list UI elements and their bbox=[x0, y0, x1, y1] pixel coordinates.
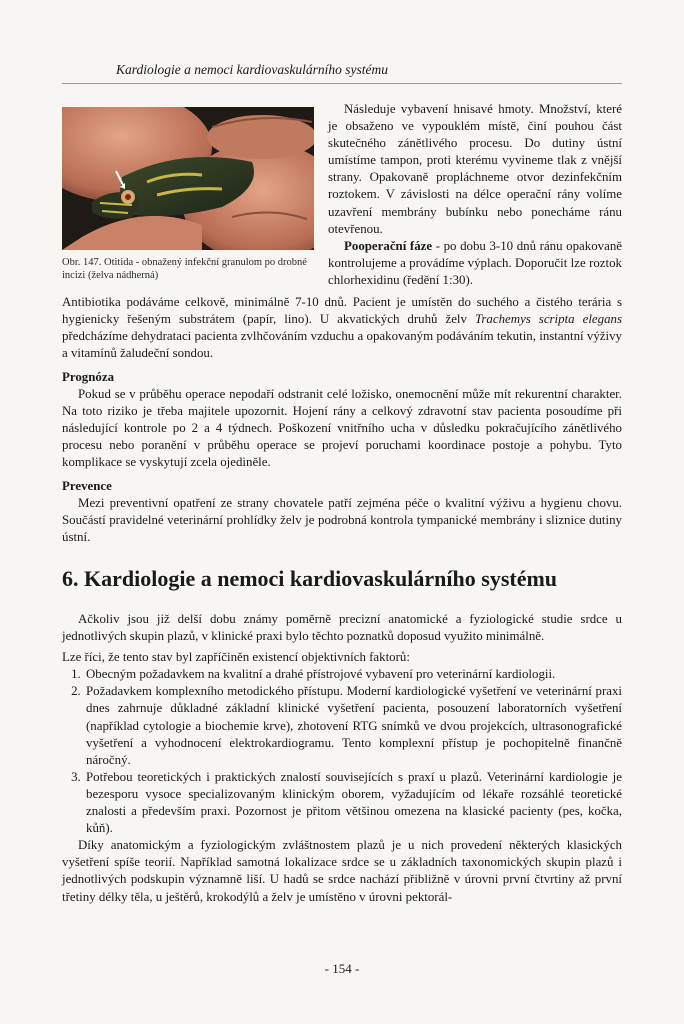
right-column-text bbox=[328, 101, 622, 289]
list-item: 1. Obecným požadavkem na kvalitní a drahé přístrojové vybavení pro veterinární kardiologii. bbox=[84, 666, 622, 683]
prevence-section bbox=[62, 478, 622, 546]
paragraph: Díky anatomickým a fyziologickým zvláštnostem plazů je u nich provedení některých klasických vyšetření spíše teorií. Například samotná lokalizace srdce se u základních taxonomických skupin plazů i jednotlivých podskupin významně liší. U hadů se srdce nachází přibližně v úrovni první čtvrtiny až první třetiny délky těla, u ještěrů, krokodýlů a želv je umístěno v úrovni pektorál- bbox=[62, 838, 622, 904]
continuation-paragraph bbox=[62, 294, 622, 362]
chapter-body bbox=[62, 611, 622, 906]
chapter-title: 6. Kardiologie a nemoci kardiovaskulárního systému bbox=[62, 566, 558, 591]
factor-list bbox=[62, 666, 622, 837]
list-item: 3. Potřebou teoretických i praktických znalostí souvisejících s praxí u plazů. Veterinární kardiologie je bezesporu vysoce specializovaným klinickým oborem, vyžadujícím od lékaře rozsáhlé teoretické znalosti a především praxi. Pozornost je přitom většinou omezena na klasické pacienty (pes, kočka, kůň). bbox=[84, 769, 622, 837]
figure-caption: Obr. 147. Otitida - obnažený infekční granulom po drobné incizi (želva nádherná) bbox=[62, 257, 307, 281]
paragraph: Mezi preventivní opatření ze strany chovatele patří zejména péče o kvalitní výživu a hygienu chovu. Součástí pravidelné veterinární prohlídky želv je podrobná kontrola tympanické membrány i sliznice dutiny ústní. bbox=[62, 496, 622, 545]
bold-lead: Pooperační fáze bbox=[344, 238, 433, 253]
paragraph: Lze říci, že tento stav byl zapříčiněn existencí objektivních faktorů: bbox=[62, 650, 410, 665]
page-number: - 154 - bbox=[324, 961, 360, 976]
header-rule bbox=[62, 83, 622, 84]
running-header: Kardiologie a nemoci kardiovaskulárního systému bbox=[116, 62, 388, 77]
section-heading: Prevence bbox=[62, 479, 112, 493]
turtle-photo-illustration bbox=[62, 107, 314, 250]
section-heading: Prognóza bbox=[62, 370, 115, 384]
paragraph: Ačkoliv jsou již delší dobu známy poměrně precizní anatomické a fyziologické studie srdce u jednotlivých skupin plazů, v klinické praxi bylo těchto poznatků doposud využito minimálně. bbox=[62, 612, 622, 644]
prognoza-section bbox=[62, 369, 622, 472]
paragraph: Následuje vybavení hnisavé hmoty. Množství, které je obsaženo ve vypouklém místě, činí pouhou část skutečného zánětlivého procesu. Do dutiny ústní umístíme tampon, proti kterému vyvineme tlak z vnější strany. Opakovaně propláchneme otvor dezinfekčním roztokem. V závislosti na délce operační rány volíme uzavření membrány bubínku nebo ponecháme ránu otevřenou. bbox=[328, 102, 622, 236]
list-item: 2. Požadavkem komplexního metodického přístupu. Moderní kardiologické vyšetření ve veterinární praxi dnes zahrnuje důkladné základní klinické vyšetření pacienta, posouzení laboratorních vyšetření (například cytologie a biochemie krve), zhotovení RTG snímků ve dvou projekcích, ultrasonografické vyšetření a vyhodnocení elektrokardiogramu. Tento komplexní přístup je pochopitelně finančně náročný. bbox=[84, 683, 622, 768]
paragraph-text: předcházíme dehydrataci pacienta zvlhčováním vzduchu a opakovaným podáváním tekutin, instantní výživy a vitamínů žaludeční sondou. bbox=[62, 329, 622, 361]
figure-photo bbox=[62, 107, 314, 250]
paragraph-text: - po dobu 3-10 dnů ránu opakovaně kontrolujeme a provádíme výplach. Doporučit lze roztok chlorhexidinu (ředění 1:30). bbox=[328, 238, 623, 287]
paragraph: Pokud se v průběhu operace nepodaří odstranit celé ložisko, onemocnění může mít rekurentní charakter. Na toto riziko je třeba majitele upozornit. Hojení rány a celkový zdravotní stav pacienta posoudíme při následující kontrole po 2 a 4 týdnech. Poškození vnitřního ucha v důsledku pokračujícího zánětlivého procesu nebo poranění v průběhu operace se projeví poruchami koordinace postoje a pohybu. Tyto komplikace se vyskytují zcela ojediněle. bbox=[62, 387, 622, 470]
paragraph bbox=[62, 294, 622, 362]
paragraph-text: Antibiotika podáváme celkově, minimálně 7-10 dnů. Pacient je umístěn do suchého a čistého terária s hygienicky řešeným substrátem (papír, lino). U akvatických druhů želv bbox=[62, 295, 622, 327]
paragraph bbox=[328, 238, 622, 289]
species-name: Trachemys scripta elegans bbox=[474, 312, 622, 327]
